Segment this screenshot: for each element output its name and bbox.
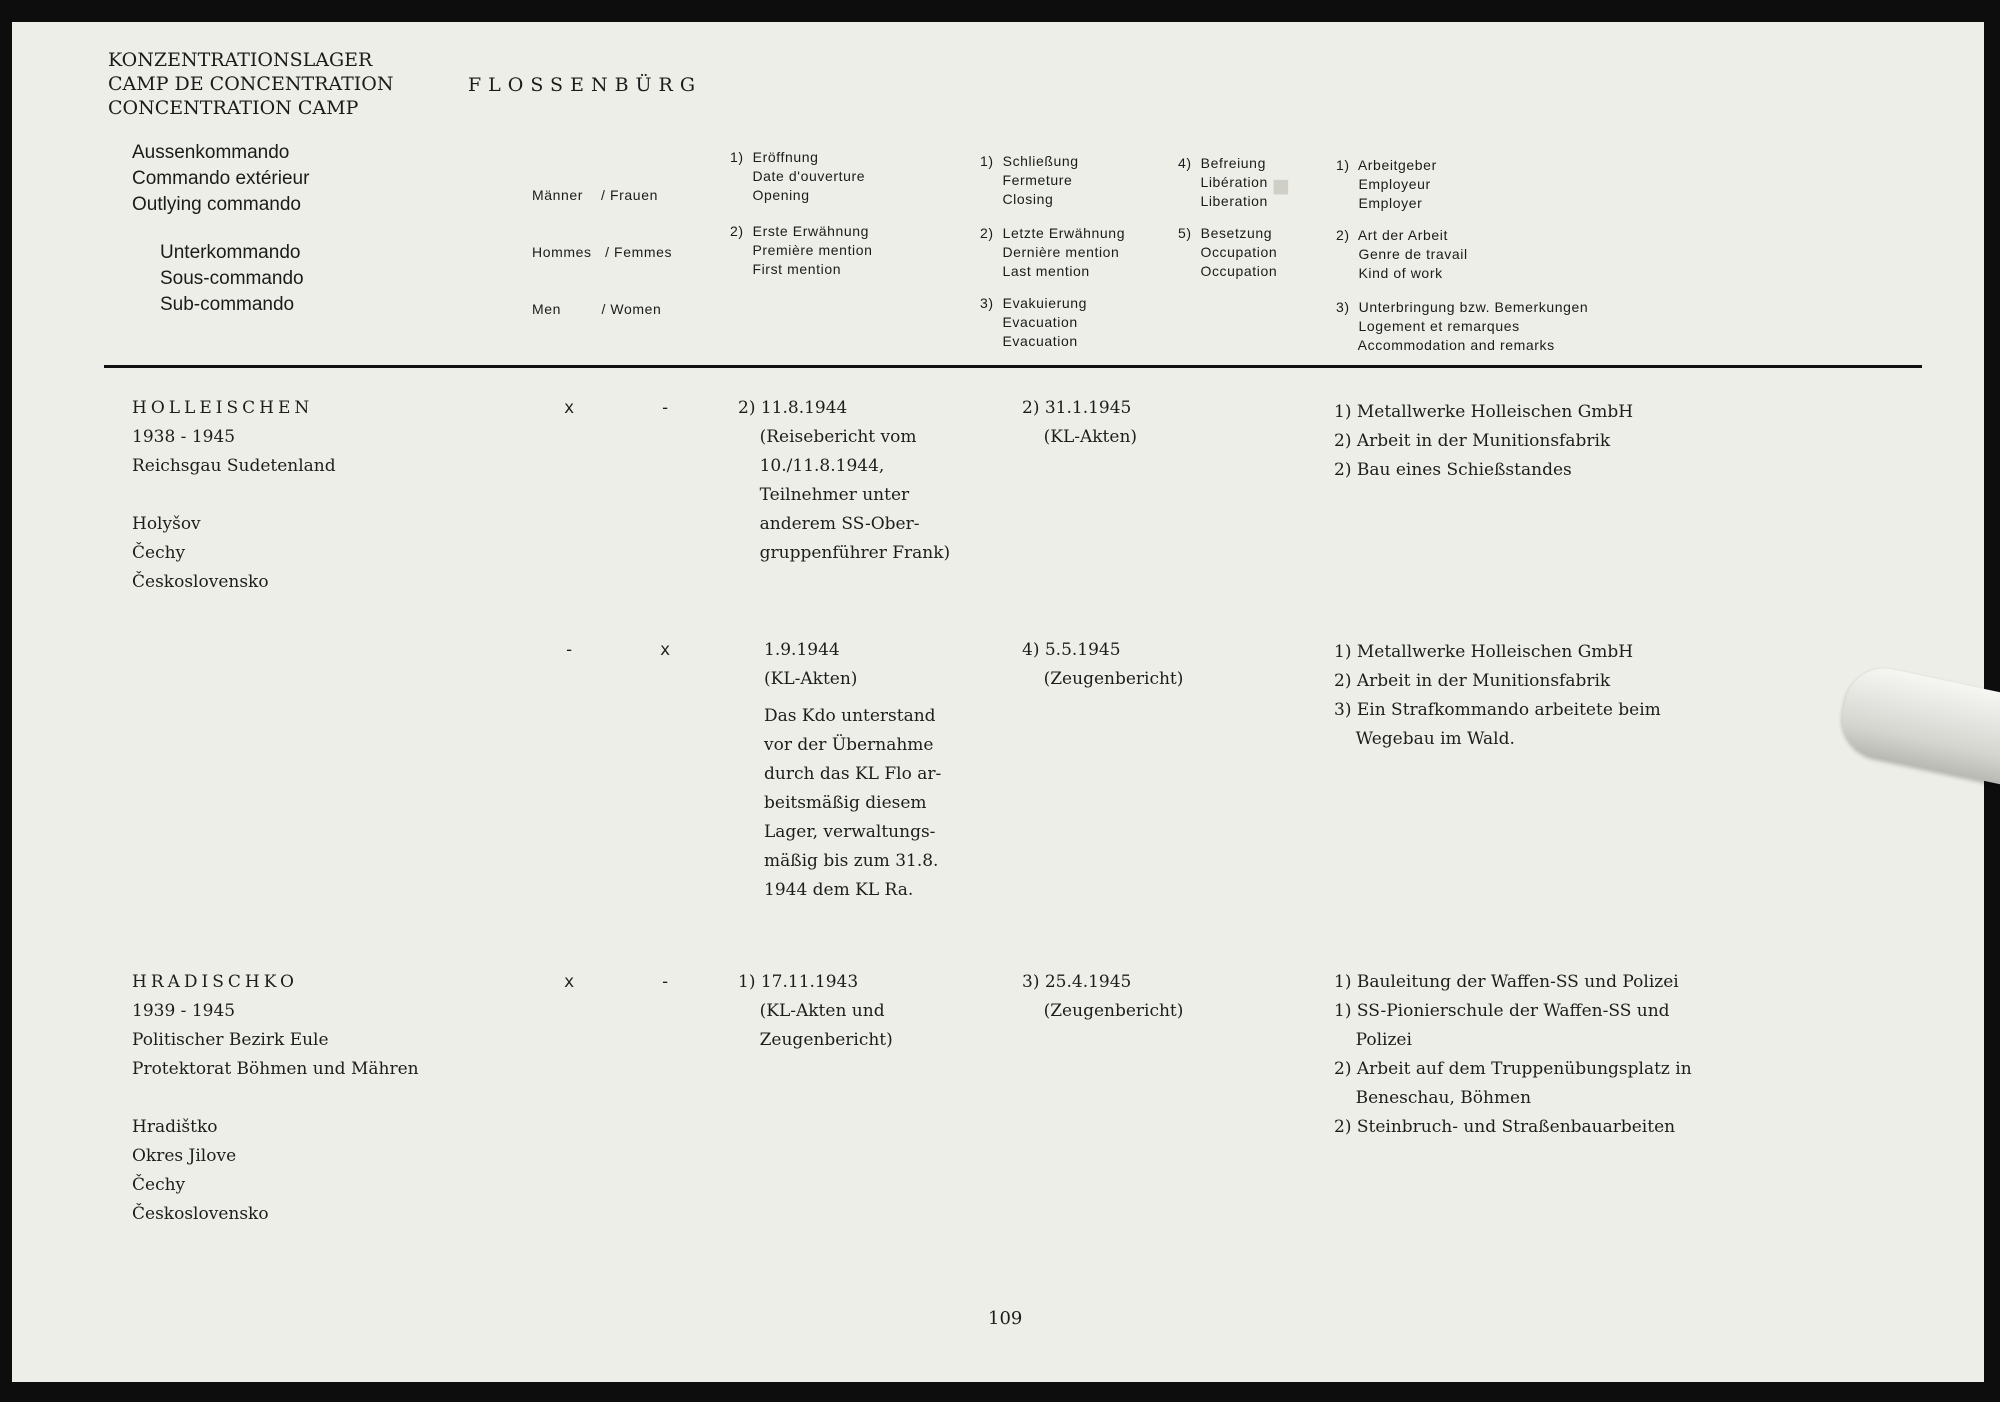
place-name: HRADISCHKO bbox=[132, 972, 298, 992]
work-line: 1) SS-Pionierschule der Waffen-SS und bbox=[1334, 1001, 1670, 1021]
work-line: 1) Metallwerke Holleischen GmbH bbox=[1334, 402, 1634, 422]
opening-line: (KL-Akten und bbox=[738, 1001, 885, 1021]
entry-2-opening bbox=[764, 636, 941, 905]
header-divider bbox=[104, 365, 1922, 368]
place-local-name: Holyšov bbox=[132, 514, 201, 534]
gender-de: Männer / Frauen bbox=[532, 187, 658, 203]
closing-de: 1) Schließung bbox=[980, 153, 1079, 169]
entry-1-men: x bbox=[564, 398, 575, 418]
sub-fr: Sous-commando bbox=[160, 268, 304, 289]
work-line: 2) Arbeit in der Munitionsfabrik bbox=[1334, 671, 1611, 691]
show-through: ■ bbox=[1272, 175, 1290, 197]
place-blank bbox=[132, 1084, 419, 1113]
first-mention-de: 2) Erste Erwähnung bbox=[730, 223, 870, 239]
gender-header bbox=[532, 148, 672, 357]
entry-3-place bbox=[132, 968, 419, 1229]
opening-line: (Reisebericht vom bbox=[738, 427, 917, 447]
employer-de: 1) Arbeitgeber bbox=[1336, 157, 1437, 173]
sub-en: Sub-commando bbox=[160, 294, 295, 315]
opening-line: 2) 11.8.1944 bbox=[738, 398, 848, 418]
work-line: 1) Bauleitung der Waffen-SS und Polizei bbox=[1334, 972, 1679, 992]
page-number: 109 bbox=[988, 1308, 1023, 1329]
closing-fr: Fermeture bbox=[980, 172, 1073, 188]
work-line: 2) Arbeit auf dem Truppenübungsplatz in bbox=[1334, 1059, 1692, 1079]
entry-1-women: - bbox=[660, 398, 671, 418]
opening-line: 1944 dem KL Ra. bbox=[764, 880, 914, 900]
accommodation-en: Accommodation and remarks bbox=[1336, 337, 1555, 353]
work-line: 2) Steinbruch- und Straßenbauarbeiten bbox=[1334, 1117, 1676, 1137]
entry-1-closing bbox=[1022, 394, 1137, 452]
last-mention-fr: Dernière mention bbox=[980, 244, 1120, 260]
opening-line: durch das KL Flo ar- bbox=[764, 764, 942, 784]
opening-line: anderem SS-Ober- bbox=[738, 514, 920, 534]
page-clip bbox=[1835, 661, 2000, 793]
camp-type-en: CONCENTRATION CAMP bbox=[108, 97, 359, 119]
opening-line: 10./11.8.1944, bbox=[738, 456, 885, 476]
sub-de: Unterkommando bbox=[160, 242, 301, 263]
entry-2-women: x bbox=[660, 640, 671, 660]
work-line: 1) Metallwerke Holleischen GmbH bbox=[1334, 642, 1634, 662]
gender-en: Men / Women bbox=[532, 301, 662, 317]
entry-3-women: - bbox=[660, 972, 671, 992]
work-line: 3) Ein Strafkommando arbeitete beim bbox=[1334, 700, 1661, 720]
work-line: 2) Arbeit in der Munitionsfabrik bbox=[1334, 431, 1611, 451]
employer-en: Employer bbox=[1336, 195, 1423, 211]
place-local-name: Hradištko bbox=[132, 1117, 218, 1137]
closing-en: Closing bbox=[980, 191, 1054, 207]
place-province: Čechy bbox=[132, 543, 186, 563]
evacuation-header bbox=[980, 294, 1087, 351]
first-mention-en: First mention bbox=[730, 261, 842, 277]
opening-line: mäßig bis zum 31.8. bbox=[764, 851, 939, 871]
document-page bbox=[12, 22, 1984, 1382]
closing-line: 2) 31.1.1945 bbox=[1022, 398, 1132, 418]
opening-line: Teilnehmer unter bbox=[738, 485, 910, 505]
opening-line: Lager, verwaltungs- bbox=[764, 822, 936, 842]
place-region: Reichsgau Sudetenland bbox=[132, 456, 336, 476]
entry-3-men: x bbox=[564, 972, 575, 992]
kind-of-work-de: 2) Art der Arbeit bbox=[1336, 227, 1448, 243]
place-province: Čechy bbox=[132, 1175, 186, 1195]
place-district-local: Okres Jilove bbox=[132, 1146, 237, 1166]
work-line: Wegebau im Wald. bbox=[1334, 729, 1515, 749]
liberation-fr: Libération bbox=[1178, 174, 1268, 190]
kind-of-work-en: Kind of work bbox=[1336, 265, 1443, 281]
place-country: Československo bbox=[132, 1204, 269, 1224]
place-region: Protektorat Böhmen und Mähren bbox=[132, 1059, 419, 1079]
camp-type-fr: CAMP DE CONCENTRATION bbox=[108, 73, 394, 95]
kind-of-work-fr: Genre de travail bbox=[1336, 246, 1468, 262]
entry-2-men: - bbox=[564, 640, 575, 660]
last-mention-header bbox=[980, 224, 1125, 281]
closing-line: 4) 5.5.1945 bbox=[1022, 640, 1121, 660]
kind-of-work-header bbox=[1336, 226, 1468, 283]
first-mention-header bbox=[730, 222, 873, 279]
entry-2-closing bbox=[1022, 636, 1183, 694]
entry-1-opening bbox=[738, 394, 950, 568]
closing-line: (KL-Akten) bbox=[1022, 427, 1138, 447]
entry-1-work bbox=[1334, 398, 1633, 485]
camp-name: FLOSSENBÜRG bbox=[468, 74, 703, 96]
evacuation-en: Evacuation bbox=[980, 333, 1078, 349]
camp-type-de: KONZENTRATIONSLAGER bbox=[108, 49, 373, 71]
opening-de: 1) Eröffnung bbox=[730, 149, 819, 165]
evacuation-de: 3) Evakuierung bbox=[980, 295, 1088, 311]
last-mention-en: Last mention bbox=[980, 263, 1090, 279]
opening-en: Opening bbox=[730, 187, 810, 203]
work-line: Polizei bbox=[1334, 1030, 1412, 1050]
place-country: Československo bbox=[132, 572, 269, 592]
entry-1-place bbox=[132, 394, 336, 597]
employer-fr: Employeur bbox=[1336, 176, 1431, 192]
entry-2-work bbox=[1334, 638, 1661, 754]
first-mention-fr: Première mention bbox=[730, 242, 873, 258]
employer-header bbox=[1336, 156, 1437, 213]
place-name: HOLLEISCHEN bbox=[132, 398, 314, 418]
liberation-de: 4) Befreiung bbox=[1178, 155, 1266, 171]
opening-line: Das Kdo unterstand bbox=[764, 706, 936, 726]
accommodation-de: 3) Unterbringung bzw. Bemerkungen bbox=[1336, 299, 1589, 315]
occupation-en: Occupation bbox=[1178, 263, 1278, 279]
opening-line: beitsmäßig diesem bbox=[764, 793, 927, 813]
place-years: 1939 - 1945 bbox=[132, 1001, 236, 1021]
closing-line: 3) 25.4.1945 bbox=[1022, 972, 1132, 992]
accommodation-fr: Logement et remarques bbox=[1336, 318, 1520, 334]
gender-fr: Hommes / Femmes bbox=[532, 244, 673, 260]
liberation-header bbox=[1178, 154, 1268, 211]
opening-line: gruppenführer Frank) bbox=[738, 543, 951, 563]
opening-line: vor der Übernahme bbox=[764, 735, 934, 755]
entry-3-work bbox=[1334, 968, 1692, 1142]
occupation-header bbox=[1178, 224, 1277, 281]
opening-line bbox=[764, 694, 941, 702]
closing-line: (Zeugenbericht) bbox=[1022, 669, 1184, 689]
work-line: 2) Bau eines Schießstandes bbox=[1334, 460, 1572, 480]
opening-line: Zeugenbericht) bbox=[738, 1030, 893, 1050]
entry-3-closing bbox=[1022, 968, 1183, 1026]
work-line: Beneschau, Böhmen bbox=[1334, 1088, 1532, 1108]
closing-line: (Zeugenbericht) bbox=[1022, 1001, 1184, 1021]
camp-type-block bbox=[108, 48, 394, 120]
opening-header bbox=[730, 148, 865, 205]
outlying-de: Aussenkommando bbox=[132, 142, 290, 163]
occupation-fr: Occupation bbox=[1178, 244, 1278, 260]
accommodation-header bbox=[1336, 298, 1588, 355]
opening-line: 1.9.1944 bbox=[764, 640, 840, 660]
entry-3-opening bbox=[738, 968, 893, 1055]
opening-fr: Date d'ouverture bbox=[730, 168, 866, 184]
occupation-de: 5) Besetzung bbox=[1178, 225, 1273, 241]
opening-line: 1) 17.11.1943 bbox=[738, 972, 859, 992]
place-years: 1938 - 1945 bbox=[132, 427, 236, 447]
outlying-en: Outlying commando bbox=[132, 194, 301, 215]
sub-labels bbox=[160, 240, 304, 318]
opening-line: (KL-Akten) bbox=[764, 669, 858, 689]
outlying-labels bbox=[132, 140, 309, 218]
liberation-en: Liberation bbox=[1178, 193, 1268, 209]
place-blank bbox=[132, 481, 336, 510]
place-district: Politischer Bezirk Eule bbox=[132, 1030, 329, 1050]
closing-header bbox=[980, 152, 1079, 209]
evacuation-fr: Evacuation bbox=[980, 314, 1078, 330]
outlying-fr: Commando extérieur bbox=[132, 168, 310, 189]
last-mention-de: 2) Letzte Erwähnung bbox=[980, 225, 1126, 241]
